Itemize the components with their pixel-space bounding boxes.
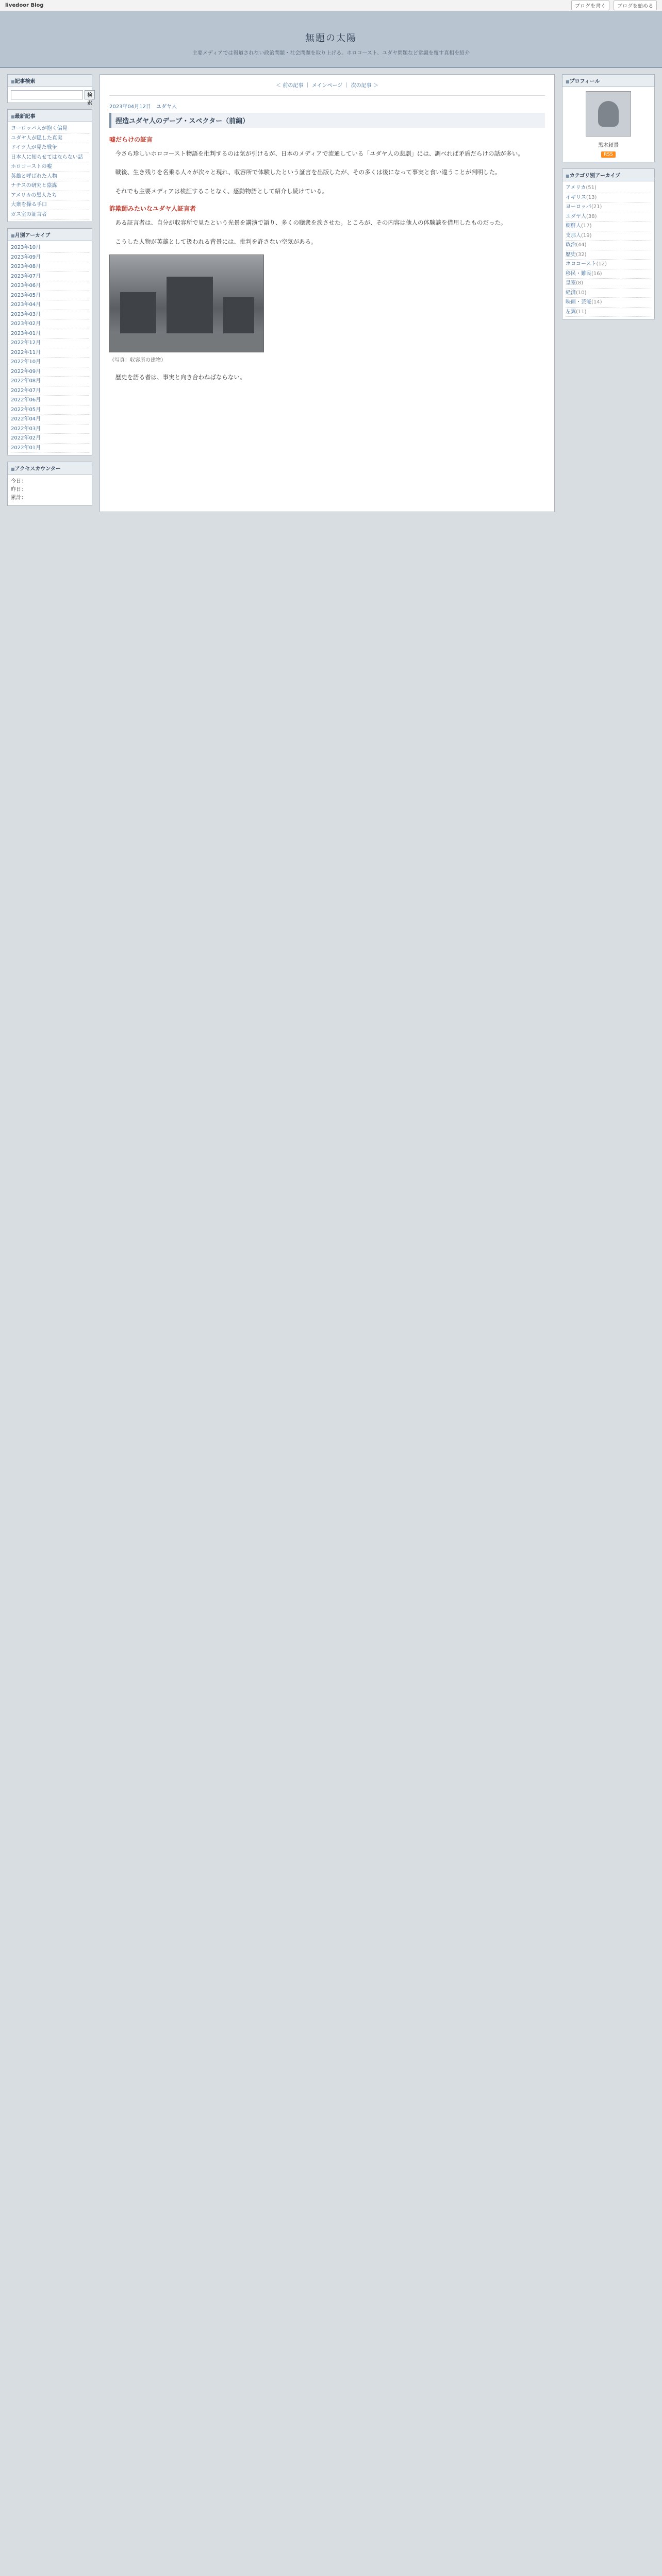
- recent-item[interactable]: [11, 153, 89, 163]
- archive-item-link[interactable]: 2023年10月: [11, 245, 41, 250]
- archive-item-link[interactable]: 2023年01月: [11, 330, 41, 336]
- profile-title: ■ プロフィール: [562, 75, 654, 87]
- archive-item[interactable]: [11, 415, 89, 425]
- archive-item-link[interactable]: 2023年08月: [11, 264, 41, 269]
- archive-item[interactable]: [11, 329, 89, 339]
- category-link[interactable]: 経済: [566, 290, 576, 296]
- main-content: [100, 74, 555, 512]
- archive-item[interactable]: [11, 405, 89, 415]
- photo-caption: （写真：収容所の建物）: [109, 358, 166, 364]
- category-count: (19): [581, 232, 592, 239]
- recent-item[interactable]: [11, 172, 89, 182]
- archive-item-link[interactable]: 2022年10月: [11, 359, 41, 365]
- recent-item[interactable]: [11, 162, 89, 172]
- category-link[interactable]: 歴史: [566, 251, 576, 258]
- recent-item-link[interactable]: アメリカの黒人たち: [11, 192, 57, 198]
- write-blog-link[interactable]: ブログを書く: [571, 1, 609, 10]
- recent-title: ■ 最新記事: [8, 110, 92, 122]
- archive-item-link[interactable]: 2023年07月: [11, 273, 41, 279]
- category-link[interactable]: 支那人: [566, 232, 581, 239]
- archive-item[interactable]: [11, 291, 89, 301]
- right-sidebar: [562, 74, 655, 512]
- category-list: [562, 181, 654, 319]
- article-paragraph: それでも主要メディアは検証することなく、感動物語として紹介し続けている。: [115, 187, 328, 195]
- category-count: (11): [576, 309, 587, 315]
- page-body: [0, 68, 662, 518]
- archive-item-link[interactable]: 2023年04月: [11, 302, 41, 308]
- recent-item-link[interactable]: 大衆を操る手口: [11, 202, 47, 208]
- service-bar: [0, 0, 662, 11]
- archive-item-link[interactable]: 2023年09月: [11, 254, 41, 260]
- category-archive: [562, 168, 655, 319]
- category-item[interactable]: [566, 298, 651, 308]
- recent-item[interactable]: [11, 124, 89, 134]
- archive-item[interactable]: [11, 310, 89, 320]
- archive-item[interactable]: [11, 281, 89, 291]
- recent-articles: [7, 109, 92, 222]
- category-count: (17): [581, 223, 592, 229]
- recent-item-link[interactable]: ヨーロッパ人が抱く偏見: [11, 126, 68, 131]
- start-blog-link[interactable]: ブログを始める: [614, 1, 657, 10]
- category-item[interactable]: [566, 260, 651, 269]
- category-item[interactable]: [566, 183, 651, 193]
- archive-item-link[interactable]: 2022年01月: [11, 445, 41, 451]
- archive-item[interactable]: [11, 396, 89, 405]
- access-title: ■ アクセスカウンター: [8, 462, 92, 474]
- archive-item[interactable]: [11, 300, 89, 310]
- service-logo[interactable]: livedoor Blog: [5, 3, 44, 8]
- category-item[interactable]: [566, 202, 651, 212]
- category-count: (51): [586, 185, 597, 191]
- category-count: (12): [596, 261, 607, 267]
- category-count: (16): [591, 270, 602, 277]
- category-link[interactable]: ユダヤ人: [566, 213, 586, 219]
- recent-item[interactable]: [11, 143, 89, 153]
- category-count: (14): [591, 299, 602, 305]
- category-item[interactable]: [566, 212, 651, 222]
- archive-item-link[interactable]: 2023年05月: [11, 292, 41, 298]
- category-item[interactable]: [566, 222, 651, 231]
- article-paragraph: ある証言者は、自分が収容所で見たという光景を講演で語り、多くの聴衆を涙させた。ところが、その内容は他人の体験談を借用したものだった。: [115, 219, 507, 227]
- archive-item[interactable]: [11, 377, 89, 386]
- archive-item-link[interactable]: 2022年06月: [11, 397, 41, 403]
- entry-date: 2023年04月12日: [109, 104, 151, 110]
- blog-title[interactable]: 無題の太陽: [305, 33, 357, 44]
- recent-item[interactable]: [11, 181, 89, 191]
- archive-item[interactable]: [11, 348, 89, 358]
- entry-title[interactable]: 捏造ユダヤ人のデーブ・スペクター（前編）: [109, 113, 545, 128]
- category-item[interactable]: [566, 193, 651, 203]
- archive-item[interactable]: [11, 243, 89, 253]
- recent-item-link[interactable]: ドイツ人が見た戦争: [11, 145, 57, 150]
- recent-item[interactable]: [11, 200, 89, 210]
- recent-item-link[interactable]: 英雄と呼ばれた人物: [11, 173, 57, 179]
- article-section-3: [109, 371, 545, 383]
- category-link[interactable]: 映画・芸能: [566, 299, 591, 305]
- archive-item[interactable]: [11, 386, 89, 396]
- left-sidebar: [7, 74, 92, 512]
- recent-item-link[interactable]: ユダヤ人が隠した真実: [11, 135, 62, 141]
- recent-item[interactable]: [11, 210, 89, 220]
- search-title: ■ 記事検索: [8, 75, 92, 87]
- category-link[interactable]: 移民・難民: [566, 270, 591, 277]
- article-pager[interactable]: ＜ 前の記事 ｜ メインページ ｜ 次の記事 ＞: [109, 82, 545, 96]
- section-heading-2: 詐欺師みたいなユダヤ人証言者: [109, 205, 196, 213]
- archive-item[interactable]: [11, 444, 89, 453]
- archive-item-link[interactable]: 2022年03月: [11, 426, 41, 432]
- recent-item[interactable]: [11, 134, 89, 144]
- category-item[interactable]: [566, 241, 651, 250]
- category-link[interactable]: 政治: [566, 242, 576, 248]
- search-input[interactable]: [11, 90, 83, 99]
- category-title: ■ カテゴリ別アーカイブ: [562, 169, 654, 181]
- access-yesterday: 昨日：: [11, 487, 26, 493]
- article-paragraph: 歴史を語る者は、事実と向き合わねばならない。: [115, 374, 246, 381]
- category-item[interactable]: [566, 279, 651, 289]
- service-links: [571, 1, 657, 10]
- category-item[interactable]: [566, 289, 651, 298]
- monthly-archive: [7, 228, 92, 455]
- blog-header: [0, 11, 662, 68]
- recent-item[interactable]: [11, 191, 89, 201]
- archive-item[interactable]: [11, 434, 89, 444]
- archive-item[interactable]: [11, 358, 89, 367]
- archive-item[interactable]: [11, 425, 89, 434]
- archive-item[interactable]: [11, 262, 89, 272]
- search-button[interactable]: 検索: [85, 90, 95, 99]
- archive-item-link[interactable]: 2022年11月: [11, 349, 41, 355]
- archive-item-link[interactable]: 2022年12月: [11, 340, 41, 346]
- archive-item[interactable]: [11, 253, 89, 263]
- archive-item[interactable]: [11, 338, 89, 348]
- category-link[interactable]: ホロコースト: [566, 261, 597, 267]
- article-paragraph: 今さら珍しいホロコースト物語を批判するのは気が引けるが、日本のメディアで流通している「ユダヤ人の悲劇」には、調べれば矛盾だらけの話が多い。: [115, 150, 524, 157]
- category-item[interactable]: [566, 308, 651, 317]
- access-counter: [7, 462, 92, 506]
- category-item[interactable]: [566, 231, 651, 241]
- photo-ground: [110, 333, 263, 352]
- archive-item-link[interactable]: 2023年03月: [11, 311, 41, 317]
- category-count: (38): [586, 213, 597, 219]
- category-link[interactable]: 左翼: [566, 309, 576, 315]
- recent-item-link[interactable]: ガス室の証言者: [11, 211, 47, 217]
- category-count: (21): [591, 204, 602, 210]
- article-paragraph: 戦後、生き残りを名乗る人々が次々と現れ、収容所で体験したという証言を出版したが、その多くは後になって事実と食い違うことが判明した。: [115, 168, 501, 176]
- access-total: 累計：: [11, 495, 26, 501]
- archive-list: [8, 241, 92, 455]
- recent-item-link[interactable]: ホロコーストの嘘: [11, 164, 52, 170]
- rss-button[interactable]: RSS: [601, 151, 616, 158]
- category-count: (44): [576, 242, 587, 248]
- archive-item-link[interactable]: 2023年02月: [11, 321, 41, 327]
- entry-category[interactable]: ユダヤ人: [156, 104, 177, 110]
- access-today: 今日：: [11, 479, 26, 484]
- article-paragraph: こうした人物が英雄として扱われる背景には、批判を許さない空気がある。: [115, 238, 317, 245]
- category-count: (32): [576, 251, 587, 258]
- category-link[interactable]: 朝鮮人: [566, 223, 581, 229]
- category-count: (13): [586, 194, 597, 200]
- article-photo: [109, 255, 264, 352]
- search-box: [7, 74, 92, 106]
- article-section-2: [109, 217, 545, 247]
- archive-item[interactable]: [11, 272, 89, 282]
- section-heading-1: 嘘だらけの証言: [109, 136, 153, 143]
- photo-building-center: [167, 277, 213, 333]
- archive-item-link[interactable]: 2022年07月: [11, 387, 41, 394]
- entry-meta: [109, 102, 545, 110]
- archive-item-link[interactable]: 2022年08月: [11, 378, 41, 384]
- profile-avatar: [586, 91, 631, 137]
- category-link[interactable]: 皇室: [566, 280, 576, 286]
- category-item[interactable]: [566, 250, 651, 260]
- profile-name: 黒木頼景: [598, 143, 619, 148]
- profile-box: [562, 74, 655, 162]
- recent-item-link[interactable]: ナチスの研究と陰謀: [11, 183, 57, 189]
- photo-building-left: [120, 292, 156, 333]
- archive-item-link[interactable]: 2022年04月: [11, 416, 41, 422]
- category-item[interactable]: [566, 269, 651, 279]
- category-link[interactable]: アメリカ: [566, 185, 586, 191]
- blog-description: 主要メディアでは報道されない政治問題・社会問題を取り上げる。ホロコースト、ユダヤ問題など常識を覆す真相を紹介: [192, 50, 470, 56]
- archive-item-link[interactable]: 2022年02月: [11, 435, 41, 441]
- archive-item-link[interactable]: 2022年05月: [11, 406, 41, 413]
- category-link[interactable]: ヨーロッパ: [566, 204, 591, 210]
- photo-building-right: [223, 297, 254, 333]
- archive-item-link[interactable]: 2022年09月: [11, 368, 41, 375]
- archive-item[interactable]: [11, 319, 89, 329]
- category-count: (10): [576, 290, 587, 296]
- recent-list: [8, 122, 92, 222]
- category-count: (8): [576, 280, 584, 286]
- recent-item-link[interactable]: 日本人に知らせてはならない話: [11, 154, 83, 160]
- category-link[interactable]: イギリス: [566, 194, 586, 200]
- archive-title: ■ 月別アーカイブ: [8, 229, 92, 241]
- archive-item[interactable]: [11, 367, 89, 377]
- archive-item-link[interactable]: 2023年06月: [11, 283, 41, 289]
- article-section-1: [109, 148, 545, 197]
